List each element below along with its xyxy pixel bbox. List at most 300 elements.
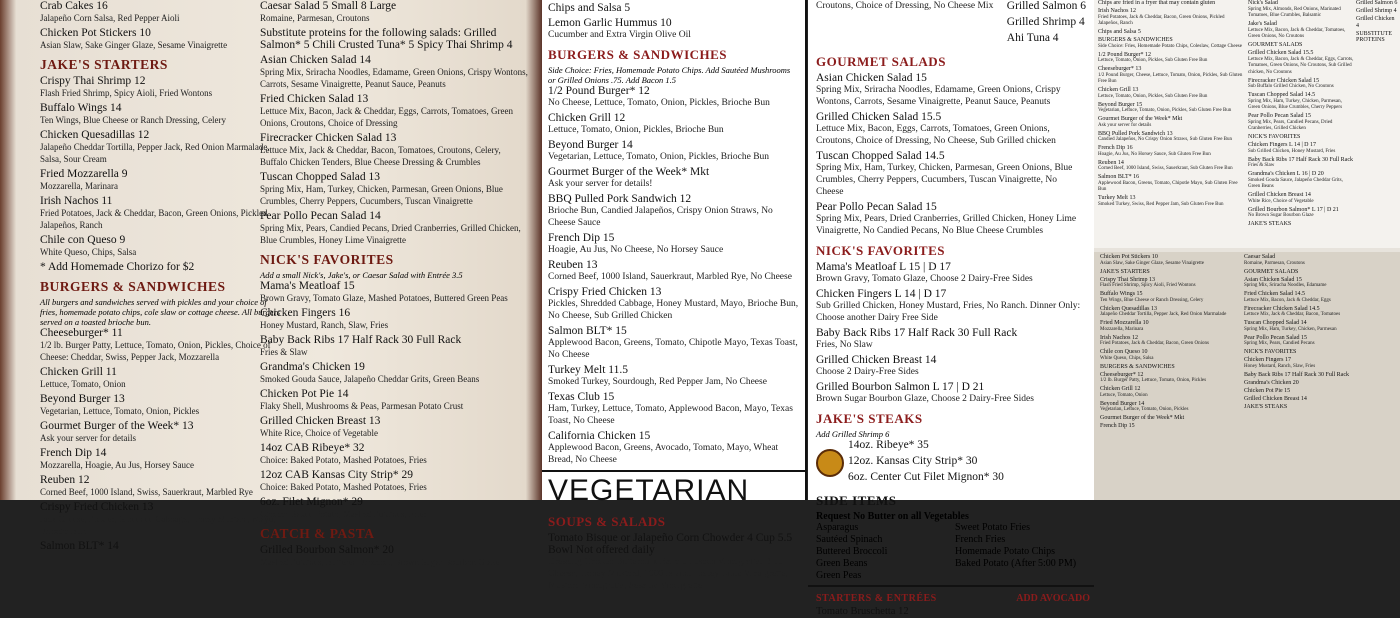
section-heading: JAKE'S STARTERS — [40, 57, 168, 72]
section-heading: BURGERS & SANDWICHES — [40, 279, 226, 294]
menu-item — [1248, 0, 1354, 20]
menu-item-name: * Add Homemade Chorizo for $2 — [40, 261, 195, 273]
menu-item-name: Tuscan Chopped Salad 14 — [1244, 320, 1307, 326]
menu-item-name: Texas Club 15 — [548, 391, 615, 403]
menu-item-description: Ten Wings, Blue Cheese or Ranch Dressing, Celery — [1100, 297, 1204, 303]
menu-item-name: Crispy Thai Shrimp 12 — [40, 75, 146, 87]
menu-item — [1098, 160, 1244, 173]
menu-item-description: Smoked Turkey, Sourdough, Red Pepper Jam, No Cheese — [548, 377, 767, 387]
menu-item-description: Jalapeño Cheddar Tortilla, Pepper Jack, Red Onion Marmalade, Salsa, Sour Cream — [40, 142, 270, 164]
section-heading: STARTERS & ENTRÉES — [816, 593, 937, 604]
menu-item-description: Lettuce Mix, Jack & Cheddar, Bacon, Tomatoes, Croutons, Celery, Buffalo Chicken Tenders, Blue Cheese Dressing & Crumbles — [260, 145, 501, 167]
menu-item-name: Asian Chicken Salad 15 — [1244, 276, 1302, 283]
menu-item-name: Chicken Quesadillas 13 — [1100, 305, 1157, 312]
menu-item-name: 12oz. Kansas City Strip* 30 — [848, 455, 978, 467]
menu-item-description: White Queso, Chips, Salsa — [1100, 355, 1154, 361]
section-heading: NICK'S FAVORITES — [816, 243, 945, 258]
menu-item — [40, 261, 285, 273]
menu-item-name: Fried Mozzarella 10 — [1100, 320, 1149, 326]
menu-item-name: JAKE'S STARTERS — [1100, 268, 1150, 275]
menu-item-name: Grilled Shrimp 4 — [1356, 8, 1397, 14]
add-avocado-label: ADD AVOCADO — [1016, 593, 1090, 604]
menu-item-description: Ten Wings, Blue Cheese or Ranch Dressing, Celery — [40, 115, 227, 125]
menu-item-name: Lemon Garlic Hummus 10 — [548, 17, 672, 29]
menu-item-name: 6oz. Center Cut Filet Mignon* 30 — [848, 471, 1004, 483]
menu-item — [40, 393, 285, 417]
top-right — [1007, 0, 1086, 48]
menu-item-name: Jake's Salad — [1248, 21, 1277, 27]
menu-item-name: French Dip 14 — [40, 447, 107, 459]
menu-item-name: Firecracker Chicken Salad 14.5 — [1244, 305, 1320, 312]
menu-item-name: Asian Chicken Salad 15 — [816, 72, 927, 84]
menu-item — [548, 430, 799, 466]
menu-item — [1244, 254, 1394, 267]
menu-item — [1007, 0, 1086, 13]
menu-item-description: Spring Mix, Pears, Candied Pecans, Dried Cranberries, Grilled Chicken, Blue Crumbles, Honey Lime Vinaigrette — [260, 223, 521, 245]
menu-item — [816, 0, 993, 12]
menu-item-name: SUBSTITUTE PROTEINS — [1356, 30, 1392, 43]
menu-item — [816, 327, 1086, 351]
menu-item-description: Applewood Bacon, Greens, Avocado, Tomato, Mayo, Wheat Bread, No Cheese — [548, 443, 779, 465]
menu-item — [1356, 31, 1398, 44]
gf-top-left-column — [1098, 0, 1244, 210]
gf-top-right-column — [1248, 0, 1354, 229]
menu-item-description: Vegetarian, Lettuce, Tomato, Onion, Pickles — [1100, 407, 1189, 412]
menu-item-name: Irish Nachos 11 — [40, 195, 113, 207]
side-item: Green Beans — [816, 558, 868, 569]
menu-item — [40, 366, 285, 390]
menu-item-description: Smoked Gouda Sauce, Jalapeño Cheddar Grits, Green Beans — [260, 374, 480, 384]
side-item: Asparagus — [816, 522, 859, 533]
menu-item-name: Mama's Meatloaf 15 — [260, 280, 355, 292]
menu-item-description: Applewood Bacon, Greens, Tomato, Chipotle Mayo, Texas Toast, No Cheese — [548, 338, 798, 360]
menu-item-name: Buffalo Wings 14 — [40, 102, 122, 114]
menu-item-name: Beyond Burger 15 — [1098, 101, 1143, 108]
menu-item-name: Chips and Salsa 5 — [1098, 29, 1141, 35]
menu-item-name: Grilled Bourbon Salmon* 20 — [260, 544, 394, 556]
menu-item-name: GOURMET SALADS — [1244, 268, 1299, 275]
side-item — [955, 570, 1086, 582]
sides-note: Request No Butter on all Vegetables — [816, 511, 969, 522]
menu-item-description: Honey Mustard, Ranch, Slaw, Fries — [260, 320, 389, 330]
section-heading: JAKE'S STEAKS — [816, 411, 923, 426]
menu-item-description: Ask your server for details — [40, 433, 136, 443]
side-item: Sweet Potato Fries — [955, 522, 1030, 533]
menu-item-name: NICK'S FAVORITES — [1248, 134, 1301, 140]
menu-item — [1100, 291, 1240, 304]
menu-item — [548, 364, 799, 388]
menu-right-column — [260, 0, 530, 571]
menu-item-description: Asian Slaw, Sake Ginger Glaze, Sesame Vinaigrette — [40, 40, 228, 50]
menu-item-name: Chicken Fingers 17 — [1244, 357, 1291, 363]
menu-item-name: Chicken Fingers L 14 | D 17 — [816, 288, 947, 300]
menu-item-name: Gourmet Burger of the Week* Mkt — [1100, 415, 1185, 421]
menu-photo-bottom — [1094, 252, 1400, 500]
menu-item-description: Lettuce Mix, Bacon, Jack & Cheddar, Eggs — [1244, 297, 1331, 303]
menu-item-name: Chicken Grill 12 — [1100, 386, 1141, 392]
menu-item-description: Spring Mix, Almonds, Red Onions, Marinated Tomatoes, Blue Crumbles, Balsamic — [1248, 6, 1341, 18]
menu-item — [260, 334, 530, 358]
menu-item — [260, 280, 530, 304]
menu-item-name: Crispy Thai Shrimp 13 — [1100, 276, 1156, 283]
menu-item — [1248, 157, 1354, 170]
menu-item-description: Ask your server for details! — [548, 179, 653, 189]
menu-item-name: Grandma's Chicken 19 — [260, 361, 365, 373]
menu-item-description: White Queso, Chips, Salsa — [40, 247, 137, 257]
menu-item-description: Spring Mix, Sriracha Noodles, Edamame, Green Onions, Crispy Wontons, Carrots, Sesame Vinaigrette, Peanut Sauce, Peanuts — [816, 85, 1061, 107]
menu-item-description: Spring Mix, Ham, Turkey, Chicken, Parmesan — [1244, 326, 1337, 332]
menu-item-name: Chips are fried in a fryer that may contain gluten — [1098, 0, 1216, 6]
menu-item — [260, 361, 530, 385]
menu-item — [848, 439, 1004, 452]
menu-item-name: Firecracker Chicken Salad 15 — [1248, 77, 1320, 84]
menu-item-name: Turkey Melt 11.5 — [548, 364, 628, 376]
menu-item-description: Spring Mix, Pears, Candied Pecans — [1244, 341, 1315, 346]
menu-item — [1007, 32, 1086, 45]
side-item: Sautéed Spinach — [816, 534, 883, 545]
menu-item — [1244, 291, 1394, 304]
top-row — [816, 0, 1086, 48]
menu-item — [1100, 254, 1240, 267]
menu-item — [260, 496, 530, 520]
menu-item-description: Corned Beef, 1000 Island, Swiss, Sauerkraut, Marbled Rye — [40, 487, 253, 497]
menu-item — [40, 129, 285, 165]
menu-item-description: Spring Mix, Sriracha Noodles, Edamame — [1244, 283, 1327, 288]
menu-item — [1248, 221, 1354, 228]
menu-item-name: Beyond Burger 14 — [1100, 400, 1145, 407]
menu-item-name: Gourmet Burger of the Week* Mkt — [548, 166, 710, 178]
menu-item-description: Hoagie, Au Jus, No Cheese, No Horsey Sauce — [548, 245, 724, 255]
menu-item — [816, 111, 1086, 147]
menu-item-name: Chicken Grill 11 — [40, 366, 117, 378]
menu-item-description: Corned Beef, 1000 Island, Swiss, Sauerkraut, Sub Gluten Free Bun — [1098, 166, 1233, 171]
menu-item — [1098, 52, 1244, 65]
menu-item-description: Vegetarian, Lettuce, Tomato, Onion, Pickles, Brioche Bun — [548, 152, 770, 162]
menu-item — [548, 139, 799, 163]
menu-item — [1100, 364, 1240, 371]
menu-item-description: Sub Buffalo Grilled Chicken, No Croutons — [1248, 84, 1334, 89]
no-cheese-menu-panel — [542, 0, 807, 591]
menu-item-name: Grilled Chicken Breast 14 — [1244, 395, 1307, 402]
menu-item-description: 1/2 lb. Burger Patty, Lettuce, Tomato, Onion, Pickles, Choice of Cheese: Cheddar, Swiss, Pepper Jack, Mozzarella — [40, 340, 271, 362]
menu-item — [548, 232, 799, 256]
menu-item-name: Grandma's Chicken 20 — [1244, 379, 1299, 386]
menu-item — [1100, 386, 1240, 399]
menu-item — [1248, 21, 1354, 41]
menu-item-description: Jack Cheese, Pickles, Shredded Cabbage, Honey Mustard, Mayo, Brioche Bun — [40, 514, 276, 536]
menu-item-description: Lettuce Mix, Bacon, Eggs, Carrots, Tomatoes, Green Onions, Croutons, Choice of Dressing, No Cheese, Sub Grilled chicken — [816, 124, 1056, 146]
menu-item-name: Mama's Meatloaf L 15 | D 17 — [816, 261, 951, 273]
menu-item — [1244, 277, 1394, 290]
menu-item — [260, 0, 530, 24]
menu-item-description: Pickles, Shredded Cabbage, Honey Mustard, Mayo, Brioche Bun, No Cheese, Sub Grilled Chicken — [548, 299, 799, 321]
menu-item — [1356, 0, 1398, 7]
menu-item-description: Jalapeño Corn Salsa, Red Pepper Aioli — [40, 13, 180, 23]
menu-item — [1248, 50, 1354, 76]
menu-item — [1098, 0, 1244, 7]
menu-item-description: 1/2 Pound Burger, Cheese, Lettuce, Tomato, Onion, Pickles, Sub Gluten Free Bun — [1098, 72, 1243, 84]
side-item: Green Peas — [816, 570, 862, 581]
menu-item-description: Choice: Baked Potato, Mashed Potatoes, Fries — [260, 482, 427, 492]
menu-item-description: Candied Jalapeños, No Crispy Onion Straws, Sub Gluten Free Bun — [1098, 137, 1233, 142]
menu-item — [1098, 66, 1244, 86]
menu-item-name: Tomato Bruschetta 12 — [816, 606, 909, 617]
menu-item-description: Choice: Baked Potato, Mashed Potatoes, Fries — [260, 455, 427, 465]
menu-item — [40, 420, 285, 444]
menu-item-description: Fried Potatoes, Jack & Cheddar, Bacon, Green Onions, Pickled Jalapeños, Ranch — [40, 208, 268, 230]
menu-item-description: Lettuce Mix, Bacon, Jack & Cheddar, Eggs, Carrots, Tomatoes, Green Onions, Croutons, Choice of Dressing — [260, 106, 514, 128]
menu-item-description: Brown Sugar Bourbon Glaze, Choose 2 Dairy-Free Sides — [816, 394, 1034, 404]
gluten-free-menu-collage — [1094, 0, 1400, 500]
menu-item — [1244, 349, 1394, 356]
menu-item-description: Cucumber and Extra Virgin Olive Oil — [548, 30, 691, 40]
gf-top-far-right-column — [1356, 0, 1398, 45]
menu-item-description: Romaine, Parmesan, Croutons — [1244, 260, 1305, 266]
menu-item — [1248, 134, 1354, 141]
menu-item-description: No Brown Sugar Bourbon Glaze — [1248, 213, 1314, 218]
menu-item — [1248, 113, 1354, 133]
menu-item — [1248, 78, 1354, 91]
menu-item-description: Lettuce Mix, Bacon, Jack & Cheddar, Eggs, Carrots, Tomatoes, Green Onions, No Croutons, Sub Grilled chicken, No Croutons — [1248, 56, 1354, 75]
menu-item-name: BURGERS & SANDWICHES — [1098, 37, 1173, 43]
menu-item — [1100, 277, 1240, 290]
menu-item-name: Pear Pollo Pecan Salad 15 — [816, 201, 937, 213]
menu-item-name: Ahi Tuna 4 — [1006, 32, 1059, 44]
menu-item-name: Cheeseburger* 12 — [1100, 371, 1144, 378]
menu-item — [816, 261, 1086, 285]
section-heading: NICK'S FAVORITES — [260, 252, 394, 267]
menu-item-name: Beyond Burger 13 — [40, 393, 125, 405]
menu-item — [260, 93, 530, 129]
menu-item-name: Buffalo Wings 15 — [1100, 291, 1143, 297]
vegetarian-title: VEGETARIAN — [548, 474, 750, 507]
menu-item-description: Brown Gravy, Tomato Glaze, Mashed Potatoes, Buttered Green Peas — [260, 293, 508, 303]
menu-item-name: Turkey Melt 13 — [1098, 195, 1136, 201]
menu-item-name: Chips and Salsa 5 — [548, 2, 631, 14]
menu-item — [548, 259, 799, 283]
menu-item — [1100, 372, 1240, 385]
menu-item-name: BBQ Pulled Pork Sandwich 12 — [548, 193, 692, 205]
menu-item-name: JAKE'S STEAKS — [1244, 403, 1288, 410]
menu-item-name: Gourmet Burger of the Week* 13 — [40, 420, 194, 432]
menu-item-name: JAKE'S STEAKS — [1248, 221, 1292, 227]
menu-item — [816, 381, 1086, 405]
menu-item-description: Mashed Potatoes, Buttered Broccoli, Brown Sugar Bourbon Glaze — [260, 557, 500, 567]
menu-item — [1098, 8, 1244, 28]
menu-item-name: French Dip 16 — [1098, 145, 1133, 151]
menu-item — [1244, 320, 1394, 333]
menu-item — [1244, 269, 1394, 276]
gf-bottom-left-column — [1100, 254, 1240, 431]
menu-item — [1248, 171, 1354, 191]
menu-item — [1244, 335, 1394, 348]
menu-item — [548, 2, 799, 14]
top-left — [816, 0, 993, 48]
dairy-free-menu-panel — [808, 0, 1094, 617]
menu-item-name: Pear Pollo Pecan Salad 15 — [1248, 113, 1311, 119]
menu-item — [40, 27, 285, 51]
menu-item-description: Brown Gravy, Tomato Glaze, Choose 2 Dairy-Free Sides — [816, 274, 1033, 284]
menu-item-name: Reuben 13 — [548, 259, 598, 271]
menu-item-name: Fried Chicken Salad 13 — [260, 93, 369, 105]
menu-item-name: 14oz. Ribeye* 35 — [848, 439, 929, 451]
menu-item-name: California Chicken 15 — [548, 430, 651, 442]
menu-item-name: Chicken Quesadillas 12 — [40, 129, 150, 141]
sides-grid — [816, 522, 1086, 582]
menu-item-description: Mozzarella, Marinara — [40, 181, 118, 191]
menu-item-description: Vegetarian, Lettuce, Tomato, Onion, Pickles — [40, 406, 200, 416]
menu-item-description: Spring Mix, Pears, Candied Pecans, Dried Cranberries, Grilled Chicken — [1248, 119, 1333, 131]
menu-item-description: Choice: Baked Potato, Mashed Potatoes, Fries — [260, 509, 427, 519]
menu-item-name: Grilled Chicken Salad 15.5 — [816, 111, 942, 123]
menu-item-description: No Cheese, Lettuce, Tomato, Onion, Pickles, Brioche Bun — [548, 98, 770, 108]
section-note: Add a small Nick's, Jake's, or Caesar Salad with Entrée 3.5 — [260, 270, 463, 280]
menu-item-name: Chicken Grill 12 — [548, 112, 626, 124]
menu-item — [40, 0, 285, 24]
side-item: Baked Potato (After 5:00 PM) — [955, 558, 1077, 569]
menu-item-description: 1/2 lb. Burger Patty, Lettuce, Tomato, Onion, Pickles — [1100, 378, 1207, 383]
gluten-free-menu-top — [1094, 0, 1400, 248]
section-heading: SIDE ITEMS — [816, 493, 897, 508]
menu-item-name: GOURMET SALADS — [1248, 42, 1303, 48]
menu-item — [1244, 306, 1394, 319]
menu-item — [548, 193, 799, 229]
menu-item-name: Baby Back Ribs 17 Half Rack 30 Full Rack — [260, 334, 462, 346]
menu-item — [1244, 380, 1394, 387]
menu-item-description: Lettuce, Tomato, Onion, Pickles, Sub Gluten Free Bun — [1098, 58, 1208, 63]
menu-item — [1248, 192, 1354, 205]
menu-item-name: Chile con Queso 9 — [40, 234, 126, 246]
menu-item-description: Spring Mix, Ham, Turkey, Chicken, Parmesan, Green Onions, Blue Crumbles, Cherry Peppers, Cucumbers, Tuscan Vinaigrette, No Cheese — [816, 163, 1073, 197]
menu-item-description: White Rice, Choice of Vegetable — [260, 428, 379, 438]
menu-item — [1098, 87, 1244, 100]
menu-item — [1248, 142, 1354, 155]
menu-item — [1098, 102, 1244, 115]
menu-item — [1244, 404, 1394, 411]
menu-item-description: Mozzarella, Hoagie, Au Jus, Horsey Sauce — [40, 460, 194, 470]
side-item: Buttered Broccoli — [816, 546, 888, 557]
menu-item — [548, 391, 799, 427]
menu-item-name: Crab Cakes 16 — [40, 0, 108, 12]
steaks-row — [816, 439, 1086, 487]
menu-item — [40, 234, 285, 258]
menu-item-description: Ask your server for details — [1098, 122, 1152, 128]
menu-item-name: Chicken Pot Pie 15 — [1244, 387, 1291, 394]
section-heading: CATCH & PASTA — [260, 526, 375, 541]
section-heading: BURGERS & SANDWICHES — [548, 47, 728, 62]
menu-item-name: Tuscan Chopped Salad 14.5 — [1248, 92, 1316, 98]
menu-item-description: Fries, No Slaw — [816, 340, 873, 350]
menu-item-description: Jalapeño Cheddar Tortilla, Pepper Jack, Red Onion Marmalade — [1100, 312, 1227, 317]
menu-item-description: Lettuce Mix, Bacon, Jack & Cheddar, Tomatoes, Green Onions, No Croutons — [1248, 27, 1346, 39]
menu-item — [40, 540, 285, 552]
menu-item-name: Nick's Salad — [1248, 0, 1278, 6]
menu-item-name: Fried Chicken Salad 14.5 — [1244, 291, 1305, 297]
menu-item-name: Caesar Salad — [1244, 254, 1276, 260]
menu-item-name: Beyond Burger 14 — [548, 139, 633, 151]
menu-item-description: Fries & Slaw — [260, 347, 308, 357]
menu-item-description: Applewood Bacon, Greens, Tomato, Chipotle Mayo, Sub Gluten Free Bun — [1098, 180, 1238, 192]
menu-item — [1100, 335, 1240, 348]
menu-item — [40, 102, 285, 126]
menu-item — [548, 286, 799, 322]
menu-item-name: French Dip 15 — [548, 232, 615, 244]
menu-item-name: NICK'S FAVORITES — [1244, 349, 1297, 355]
menu-item — [816, 150, 1086, 198]
menu-item-name: Grilled Bourbon Salmon L 17 | D 21 — [816, 381, 985, 393]
menu-item — [548, 112, 799, 136]
menu-item-description: Smoked Gouda Sauce, Jalapeño Cheddar Grits, Green Beans — [1248, 177, 1343, 189]
menu-item-description: Lettuce, Tomato, Onion, Pickles, Brioche Bun — [548, 125, 724, 135]
menu-item-name: Reuben 14 — [1098, 159, 1124, 166]
menu-item-description: Fried Potatoes, Jack & Cheddar, Bacon, Green Onions, Pickled Jalapeños, Ranch — [1098, 14, 1225, 26]
menu-item-name: Tuscan Chopped Salad 13 — [260, 171, 381, 183]
menu-item — [40, 474, 285, 498]
menu-item-name: Salmon BLT* 16 — [1098, 174, 1140, 180]
menu-item-description: Flash Fried Shrimp, Spicy Aioli, Fried Wontons — [1100, 283, 1196, 288]
menu-item-name: Chicken Pot Stickers 10 — [1100, 254, 1158, 260]
menu-item — [1007, 16, 1086, 29]
menu-item-name: Chicken Pot Stickers 10 — [40, 27, 151, 39]
menu-item-description: Flaky Shell, Mushrooms & Peas, Parmesan Potato Crust — [260, 401, 464, 411]
side-item: French Fries — [955, 534, 1006, 545]
menu-item — [1356, 16, 1398, 29]
menu-item-name: 6oz. Filet Mignon* 29 — [260, 496, 363, 508]
menu-item-name: 1/2 Pound Burger* 12 — [548, 85, 650, 97]
menu-item — [1100, 269, 1240, 276]
menu-item-description: Fries & Slaw — [1248, 163, 1275, 168]
menu-item — [40, 447, 285, 471]
menu-item — [848, 455, 1004, 468]
menu-item — [1098, 131, 1244, 144]
menu-item-description: Lettuce, Tomato, Onion — [1100, 392, 1148, 398]
menu-item-name: Grilled Salmon 6 — [1356, 0, 1398, 6]
menu-item — [260, 27, 530, 51]
menu-item — [1244, 357, 1394, 370]
menu-item-description: Spring Mix, Pears, Dried Cranberries, Grilled Chicken, Honey Lime Vinaigrette, No Candied Pecans, No Blue Cheese Crumbles — [816, 214, 1077, 236]
menu-item — [1098, 174, 1244, 194]
menu-item-description: Corned Beef, 1000 Island, Sauerkraut, Marbled Rye, No Cheese — [548, 272, 792, 282]
menu-item — [816, 354, 1086, 378]
menu-item-name: Asian Chicken Salad 14 — [260, 54, 371, 66]
menu-item — [548, 325, 799, 361]
menu-item-name: Baby Back Ribs 17 Half Rack 30 Full Rack — [816, 327, 1018, 339]
menu-item-description: Vegetarian, Lettuce, Tomato, Onion, Pickles, Sub Gluten Free Bun — [1098, 108, 1232, 113]
menu-item-description: Lettuce Mix, Jack & Cheddar, Bacon, Tomatoes — [1244, 312, 1341, 317]
menu-item — [548, 85, 799, 109]
menu-item-description: Lettuce, Tomato, Onion, Pickles, Sub Gluten Free Bun — [1098, 93, 1208, 99]
menu-item-name: Grilled Chicken Breast 13 — [260, 415, 381, 427]
menu-item-name: Salmon BLT* 15 — [548, 325, 627, 337]
menu-item-name: Chicken Fingers 16 — [260, 307, 351, 319]
menu-item — [260, 415, 530, 439]
menu-item — [260, 171, 530, 207]
menu-item — [1100, 349, 1240, 362]
menu-item-name: BBQ Pulled Pork Sandwich 13 — [1098, 130, 1173, 137]
menu-item — [260, 469, 530, 493]
menu-item-description: Spring Mix, Ham, Turkey, Chicken, Parmesan, Green Onions, Blue Crumbles, Cherry Peppers — [1248, 98, 1343, 110]
menu-item — [548, 166, 799, 190]
menu-item — [548, 532, 799, 592]
menu-item-description: Honey Mustard, Ranch, Slaw, Fries — [1244, 363, 1316, 369]
section-note: Add Grilled Shrimp 6 — [816, 429, 890, 439]
menu-item — [260, 54, 530, 90]
menu-item-name: Chicken Fingers L 14 | D 17 — [1248, 142, 1316, 148]
menu-item-name: Chicken Grill 13 — [1098, 87, 1139, 93]
gf-bottom-right-column — [1244, 254, 1394, 412]
menu-item-name: French Dip 15 — [1100, 423, 1135, 429]
menu-item — [816, 201, 1086, 237]
